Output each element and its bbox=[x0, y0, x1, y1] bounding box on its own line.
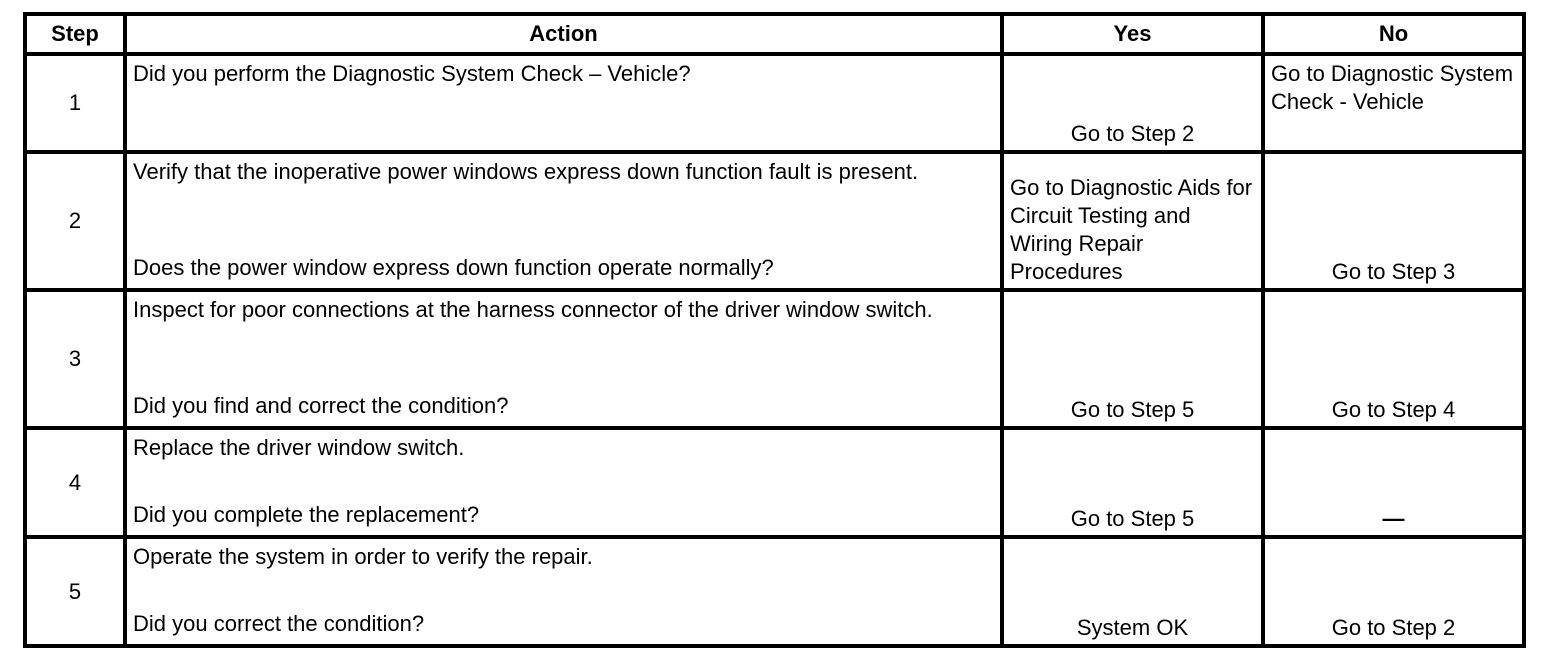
no-result: Go to Step 2 bbox=[1263, 537, 1524, 646]
yes-result: Go to Step 5 bbox=[1002, 290, 1263, 428]
no-result: Go to Step 4 bbox=[1263, 290, 1524, 428]
step-number: 2 bbox=[25, 152, 125, 290]
action-question: Did you find and correct the condition? bbox=[133, 393, 509, 418]
table-row bbox=[25, 537, 1524, 646]
action-text: Operate the system in order to verify the repair. bbox=[133, 544, 593, 569]
table-row bbox=[25, 54, 1524, 152]
header-action: Action bbox=[125, 14, 1002, 54]
action-text: Replace the driver window switch. bbox=[133, 435, 465, 460]
action-cell bbox=[125, 428, 1002, 537]
action-question: Did you correct the condition? bbox=[133, 611, 425, 636]
action-question: Did you complete the replacement? bbox=[133, 502, 480, 527]
no-result: Go to Step 3 bbox=[1263, 152, 1524, 290]
no-result: Go to Diagnostic System Check - Vehicle bbox=[1263, 54, 1524, 152]
action-cell bbox=[125, 54, 1002, 152]
table-row bbox=[25, 152, 1524, 290]
table-row bbox=[25, 290, 1524, 428]
header-yes: Yes bbox=[1002, 14, 1263, 54]
yes-result: Go to Step 5 bbox=[1002, 428, 1263, 537]
no-result bbox=[1263, 428, 1524, 537]
action-text: Inspect for poor connections at the harness connector of the driver window switch. bbox=[133, 297, 933, 322]
step-number: 5 bbox=[25, 537, 125, 646]
no-result-dash: — bbox=[1382, 506, 1405, 531]
step-number: 1 bbox=[25, 54, 125, 152]
action-cell bbox=[125, 152, 1002, 290]
table-header-row bbox=[25, 14, 1524, 54]
diagnostic-table bbox=[23, 12, 1526, 648]
action-text: Did you perform the Diagnostic System Check – Vehicle? bbox=[133, 61, 691, 86]
action-cell bbox=[125, 290, 1002, 428]
action-question: Does the power window express down function operate normally? bbox=[133, 255, 774, 280]
action-cell bbox=[125, 537, 1002, 646]
yes-result: Go to Step 2 bbox=[1002, 54, 1263, 152]
step-number: 4 bbox=[25, 428, 125, 537]
step-number: 3 bbox=[25, 290, 125, 428]
yes-result: System OK bbox=[1002, 537, 1263, 646]
action-text: Verify that the inoperative power windows express down function fault is present. bbox=[133, 159, 919, 184]
table-row bbox=[25, 428, 1524, 537]
header-no: No bbox=[1263, 14, 1524, 54]
yes-result: Go to Diagnostic Aids for Circuit Testing and Wiring Repair Procedures bbox=[1002, 152, 1263, 290]
header-step: Step bbox=[25, 14, 125, 54]
